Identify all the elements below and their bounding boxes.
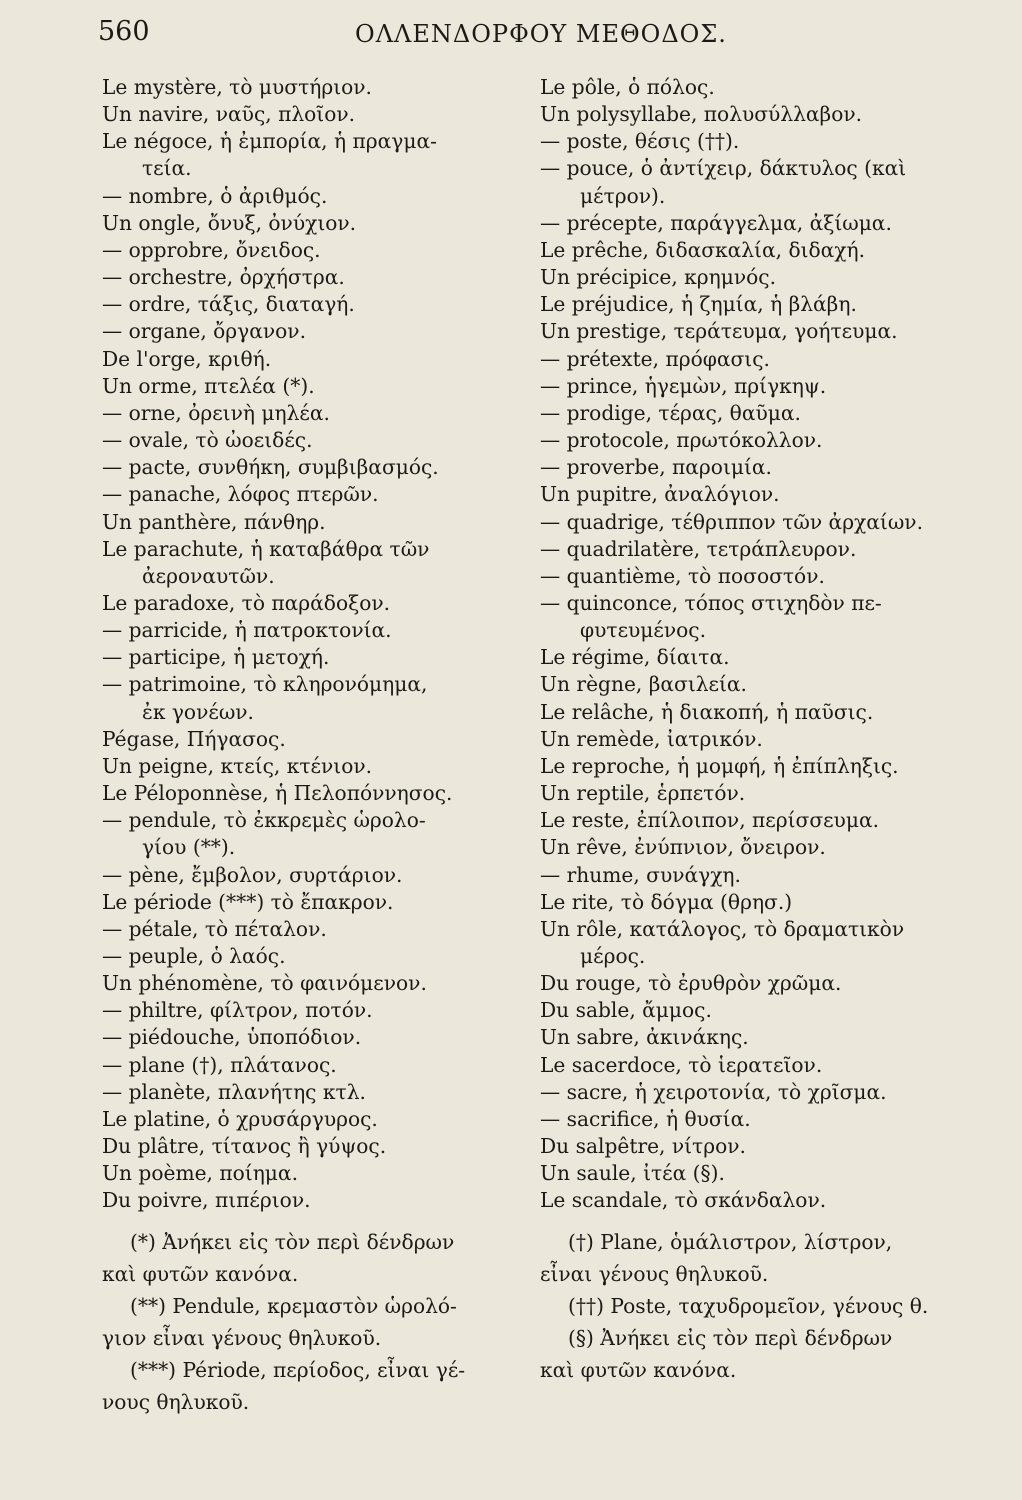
vocab-entry-line: Du salpêtre, νίτρον.: [540, 1134, 746, 1159]
vocab-entry-line: Le mystère, τὸ μυστήριον.: [102, 75, 372, 99]
vocab-entry: [540, 1079, 968, 1106]
vocab-entry: [540, 1052, 968, 1079]
footnote-continuation: καὶ φυτῶν κανόνα.: [540, 1358, 737, 1382]
vocab-entry: [540, 155, 968, 209]
vocab-entry-line: Un panthère, πάνθηρ.: [102, 509, 326, 534]
vocab-entry-line: Un reptile, ἑρπετόν.: [540, 781, 746, 806]
vocab-entry-line: — planète, πλανήτης κτλ.: [102, 1079, 366, 1104]
vocab-entry: [540, 210, 968, 237]
vocab-entry: [102, 807, 522, 861]
left-column: [102, 74, 522, 1215]
vocab-entry-line: Le relâche, ἡ διακοπή, ἡ παῦσις.: [540, 699, 874, 724]
vocab-entry-line: Du plâtre, τίτανος ἢ γύψος.: [102, 1134, 387, 1159]
footnote-line: (*) Ἀνήκει εἰς τὸν περὶ δένδρων: [130, 1230, 455, 1254]
vocab-entry: [540, 1106, 968, 1133]
footnote-line: (***) Période, περίοδος, εἶναι γέ-: [130, 1358, 466, 1382]
footnotes-right: [540, 1226, 968, 1386]
vocab-entry: [540, 509, 968, 536]
vocab-entry-continuation: φυτευμένος.: [580, 618, 707, 643]
vocab-entry: [102, 943, 522, 970]
vocab-entry-line: Un rôle, κατάλογος, τὸ δραματικὸν: [540, 916, 905, 941]
vocab-entry-line: Un polysyllabe, πολυσύλλαβον.: [540, 102, 863, 127]
vocab-entry: [540, 101, 968, 128]
footnote-line: (§) Ἀνήκει εἰς τὸν περὶ δένδρων: [568, 1326, 893, 1350]
vocab-entry: [102, 1187, 522, 1214]
vocab-entry-line: — sacrifice, ἡ θυσία.: [540, 1106, 751, 1131]
vocab-entry: [540, 834, 968, 861]
footnote-continuation: καὶ φυτῶν κανόνα.: [102, 1262, 299, 1286]
vocab-entry: [102, 726, 522, 753]
vocab-entry-line: — ovale, τὸ ὠοειδές.: [102, 428, 313, 453]
vocab-entry-line: — pacte, συνθήκη, συμβιβασμός.: [102, 455, 439, 480]
vocab-entry-line: Pégase, Πήγασος.: [102, 726, 286, 751]
vocab-entry: [102, 997, 522, 1024]
vocab-entry: [102, 74, 522, 101]
vocab-entry-line: Un saule, ἰτέα (§).: [540, 1161, 725, 1186]
footnote-line: (**) Pendule, κρεμαστὸν ὡρολό-: [130, 1294, 457, 1318]
vocab-entry-line: Du rouge, τὸ ἐρυθρὸν χρῶμα.: [540, 971, 842, 996]
vocab-entry: [102, 481, 522, 508]
vocab-entry: [540, 74, 968, 101]
vocab-entry-line: Un sabre, ἀκινάκης.: [540, 1025, 749, 1050]
vocab-entry-line: Le reproche, ἡ μομφή, ἡ ἐπίπληξις.: [540, 753, 899, 778]
vocab-entry: [102, 1052, 522, 1079]
vocab-entry-line: Le prêche, διδασκαλία, διδαχή.: [540, 237, 866, 262]
vocab-entry: [540, 481, 968, 508]
vocab-entry-line: Un remède, ἰατρικόν.: [540, 726, 763, 751]
footnote-continuation: γιον εἶναι γένους θηλυκοῦ.: [102, 1326, 382, 1350]
footnotes-left: [102, 1226, 522, 1418]
footnote-continuation: νους θηλυκοῦ.: [102, 1390, 250, 1414]
vocab-entry-continuation: μέτρον).: [580, 183, 666, 208]
vocab-entry: [540, 889, 968, 916]
footnote: [540, 1322, 968, 1386]
vocab-entry-line: — piédouche, ὑποπόδιον.: [102, 1025, 362, 1050]
vocab-entry: [540, 916, 968, 970]
vocab-entry-line: — proverbe, παροιμία.: [540, 455, 772, 480]
vocab-entry-line: — organe, ὄργανον.: [102, 319, 306, 344]
vocab-entry-line: — rhume, συνάγχη.: [540, 862, 741, 887]
vocab-entry-line: — sacre, ἡ χειροτονία, τὸ χρῖσμα.: [540, 1079, 887, 1104]
vocab-entry-line: Le Péloponnèse, ἡ Πελοπόννησος.: [102, 781, 453, 806]
vocab-entry: [540, 970, 968, 997]
vocab-entry: [540, 1024, 968, 1051]
vocab-entry-line: Le préjudice, ἡ ζημία, ἡ βλάβη.: [540, 292, 857, 317]
vocab-entry: [102, 101, 522, 128]
vocab-entry: [540, 237, 968, 264]
vocab-entry-line: — peuple, ὁ λαός.: [102, 944, 286, 968]
vocab-entry: [102, 1024, 522, 1051]
vocab-entry-line: — pendule, τὸ ἐκκρεμὲς ὡρολο-: [102, 808, 426, 833]
vocab-entry-line: — orne, ὀρεινὴ μηλέα.: [102, 400, 330, 425]
running-head: ΟΛΛΕΝΔΟΡΦΟΥ ΜΕΘΟΔΟΣ.: [355, 20, 727, 48]
footnote-line: (††) Poste, ταχυδρομεῖον, γένους θ.: [568, 1294, 929, 1318]
vocab-entry: [540, 128, 968, 155]
vocab-entry-line: Le reste, ἐπίλοιπον, περίσσευμα.: [540, 808, 879, 833]
vocab-entry-line: — protocole, πρωτόκολλον.: [540, 428, 823, 453]
vocab-entry-line: — quantième, τὸ ποσοστόν.: [540, 563, 825, 588]
vocab-entry-line: — plane (†), πλάτανος.: [102, 1052, 337, 1077]
vocab-entry-line: Un prestige, τεράτευμα, γοήτευμα.: [540, 319, 898, 344]
right-column: [540, 74, 968, 1215]
vocab-entry-line: — quinconce, τόπος στιχηδὸν πε-: [540, 590, 882, 615]
vocab-entry-line: — orchestre, ὀρχήστρα.: [102, 265, 345, 290]
vocab-entry: [540, 780, 968, 807]
vocab-entry-line: Le période (***) τὸ ἔπακρον.: [102, 889, 394, 914]
vocab-entry-continuation: ἀεροναυτῶν.: [142, 563, 275, 588]
footnote-continuation: εἶναι γένους θηλυκοῦ.: [540, 1262, 769, 1286]
vocab-entry: [102, 644, 522, 671]
vocab-entry-line: — philtre, φίλτρον, ποτόν.: [102, 998, 373, 1023]
page-header: [0, 16, 1022, 56]
vocab-entry-line: — panache, λόφος πτερῶν.: [102, 482, 379, 507]
vocab-entry-line: — quadrige, τέθριππον τῶν ἀρχαίων.: [540, 509, 923, 534]
vocab-entry: [102, 1106, 522, 1133]
vocab-entry: [102, 373, 522, 400]
vocab-entry: [540, 726, 968, 753]
vocab-entry: [102, 264, 522, 291]
vocab-entry-continuation: τεία.: [142, 156, 192, 181]
vocab-entry-line: Le sacerdoce, τὸ ἱερατεῖον.: [540, 1052, 823, 1077]
vocab-entry: [102, 970, 522, 997]
vocab-entry-line: Un ongle, ὄνυξ, ὀνύχιον.: [102, 210, 357, 235]
vocab-entry: [540, 862, 968, 889]
vocab-entry-line: Du sable, ἄμμος.: [540, 998, 712, 1023]
vocab-entry: [102, 291, 522, 318]
vocab-entry: [540, 699, 968, 726]
footnote: [102, 1226, 522, 1290]
vocab-entry: [540, 346, 968, 373]
vocab-entry: [540, 563, 968, 590]
vocab-entry: [102, 536, 522, 590]
vocab-entry-line: — quadrilatère, τετράπλευρον.: [540, 536, 857, 561]
vocab-entry-line: — pène, ἔμβολον, συρτάριον.: [102, 862, 403, 887]
vocab-entry: [102, 346, 522, 373]
vocab-entry-line: Le platine, ὁ χρυσάργυρος.: [102, 1106, 378, 1131]
vocab-entry-continuation: γίου (**).: [142, 835, 236, 860]
vocab-entry-line: Le rite, τὸ δόγμα (θρησ.): [540, 889, 793, 914]
footnote: [540, 1226, 968, 1290]
vocab-entry: [540, 644, 968, 671]
vocab-entry-line: — ordre, τάξις, διαταγή.: [102, 292, 355, 317]
vocab-entry: [540, 1187, 968, 1214]
vocab-entry: [102, 862, 522, 889]
vocab-entry-line: Le parachute, ἡ καταβάθρα τῶν: [102, 536, 430, 561]
vocab-entry-line: — prodige, τέρας, θαῦμα.: [540, 400, 801, 425]
vocab-entry: [102, 400, 522, 427]
vocab-entry: [540, 427, 968, 454]
vocab-entry-line: Un pupitre, ἀναλόγιον.: [540, 482, 780, 507]
vocab-entry-line: — nombre, ὁ ἀριθμός.: [102, 183, 328, 208]
footnote: [540, 1290, 968, 1322]
vocab-entry-line: Un rêve, ἐνύπνιον, ὄνειρον.: [540, 835, 826, 860]
footnote: [102, 1354, 522, 1418]
page-number: 560: [98, 16, 150, 47]
vocab-entry: [540, 454, 968, 481]
vocab-entry: [102, 454, 522, 481]
vocab-entry: [540, 753, 968, 780]
footnote: [102, 1290, 522, 1354]
vocab-entry: [102, 318, 522, 345]
vocab-entry: [540, 807, 968, 834]
vocab-entry: [540, 671, 968, 698]
vocab-entry: [540, 1160, 968, 1187]
vocab-entry: [102, 128, 522, 182]
vocab-entry: [102, 780, 522, 807]
vocab-entry-line: Un peigne, κτείς, κτένιον.: [102, 753, 373, 778]
vocab-entry-continuation: μέρος.: [580, 944, 646, 968]
vocab-entry-line: Un poème, ποίημα.: [102, 1161, 298, 1186]
vocab-entry-line: — prétexte, πρόφασις.: [540, 346, 770, 371]
vocab-entry: [540, 590, 968, 644]
vocab-entry: [102, 509, 522, 536]
vocab-entry: [102, 671, 522, 725]
vocab-entry: [540, 264, 968, 291]
vocab-entry: [102, 237, 522, 264]
vocab-entry: [540, 536, 968, 563]
vocab-entry: [102, 1079, 522, 1106]
vocab-entry-line: — précepte, παράγγελμα, ἀξίωμα.: [540, 210, 892, 235]
vocab-entry: [540, 291, 968, 318]
vocab-entry-line: Un navire, ναῦς, πλοῖον.: [102, 102, 356, 127]
vocab-entry-line: Un phénomène, τὸ φαινόμενον.: [102, 971, 427, 996]
vocab-entry-line: Le négoce, ἡ ἐμπορία, ἡ πραγμα-: [102, 129, 437, 154]
vocab-entry: [102, 617, 522, 644]
vocab-entry-line: Un règne, βασιλεία.: [540, 672, 747, 697]
vocab-entry: [540, 373, 968, 400]
vocab-entry-line: De l'orge, κριθή.: [102, 346, 272, 371]
vocab-entry-line: — patrimoine, τὸ κληρονόμημα,: [102, 672, 428, 697]
vocab-entry: [540, 400, 968, 427]
vocab-entry-line: Du poivre, πιπέριον.: [102, 1188, 311, 1213]
vocab-entry: [540, 1133, 968, 1160]
vocab-entry-line: Un précipice, κρημνός.: [540, 265, 777, 290]
vocab-entry-line: Le pôle, ὁ πόλος.: [540, 75, 715, 99]
vocab-entry: [102, 183, 522, 210]
vocab-entry: [540, 997, 968, 1024]
vocab-entry: [102, 889, 522, 916]
vocab-entry-line: Le paradoxe, τὸ παράδοξον.: [102, 590, 391, 615]
vocab-entry-line: Un orme, πτελέα (*).: [102, 373, 315, 398]
vocab-entry-continuation: ἐκ γονέων.: [142, 699, 254, 724]
vocab-entry-line: — pétale, τὸ πέταλον.: [102, 916, 327, 941]
vocab-entry: [102, 210, 522, 237]
vocab-entry: [540, 318, 968, 345]
vocab-entry-line: — prince, ἡγεμὼν, πρίγκηψ.: [540, 373, 827, 398]
vocab-entry-line: — opprobre, ὄνειδος.: [102, 237, 321, 262]
footnote-line: (†) Plane, ὁμάλιστρον, λίστρον,: [568, 1230, 893, 1254]
vocab-entry: [102, 1133, 522, 1160]
vocab-entry-line: Le scandale, τὸ σκάνδαλον.: [540, 1188, 827, 1213]
vocab-entry-line: — pouce, ὁ ἀντίχειρ, δάκτυλος (καὶ: [540, 156, 907, 181]
vocab-entry-line: — parricide, ἡ πατροκτονία.: [102, 618, 392, 643]
vocab-entry: [102, 427, 522, 454]
vocab-entry-line: Le régime, δίαιτα.: [540, 645, 730, 670]
vocab-entry-line: — poste, θέσις (††).: [540, 129, 740, 154]
vocab-entry: [102, 753, 522, 780]
vocab-entry: [102, 916, 522, 943]
vocab-entry: [102, 590, 522, 617]
vocab-entry: [102, 1160, 522, 1187]
vocab-entry-line: — participe, ἡ μετοχή.: [102, 645, 330, 670]
